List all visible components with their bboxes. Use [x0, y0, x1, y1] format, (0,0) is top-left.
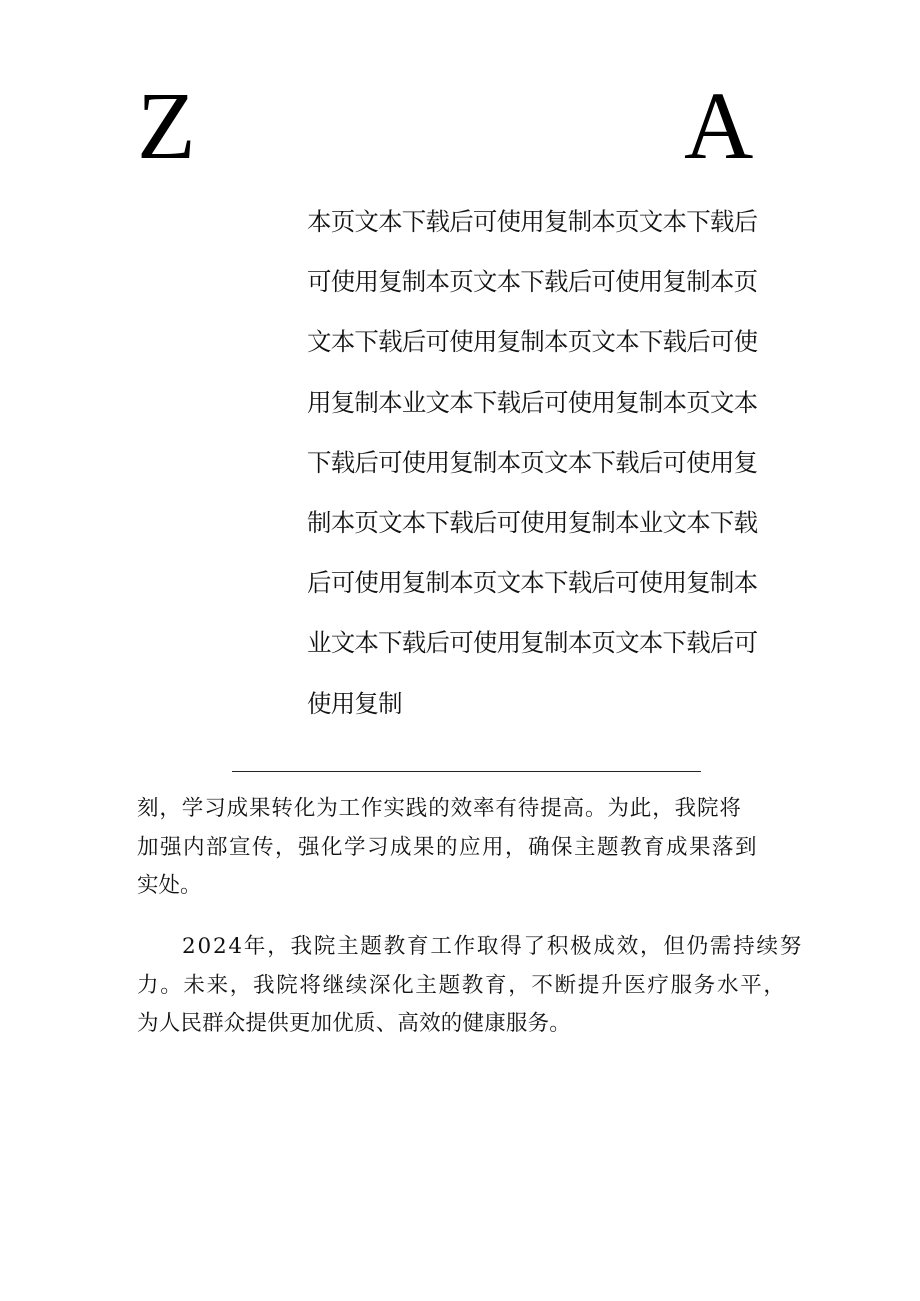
paragraph-line: 为人民群众提供更加优质、高效的健康服务。	[137, 1011, 572, 1036]
paragraph-line: 加强内部宣传，强化学习成果的应用，确保主题教育成果落到	[137, 834, 759, 860]
placeholder-text-block	[307, 192, 797, 734]
placeholder-line: 后可使用复制本页文本下载后可使用复制本	[307, 568, 758, 598]
body-paragraph	[137, 790, 797, 906]
placeholder-line: 下载后可使用复制本页文本下载后可使用复	[307, 447, 758, 477]
placeholder-line: 用复制本业文本下载后可使用复制本页文本	[307, 387, 758, 417]
header-letter-z: Z	[137, 72, 196, 179]
header-letter-a: A	[684, 72, 754, 179]
paragraph-line: 2024年，我院主题教育工作取得了积极成效，但仍需持续努	[182, 934, 804, 959]
placeholder-line: 可使用复制本页文本下载后可使用复制本页	[307, 267, 758, 297]
placeholder-line: 制本页文本下载后可使用复制本业文本下载	[307, 507, 758, 537]
placeholder-line: 业文本下载后可使用复制本页文本下载后可	[307, 628, 758, 658]
divider-line	[232, 771, 701, 772]
placeholder-line: 使用复制	[307, 688, 402, 718]
paragraph-line: 刻，学习成果转化为工作实践的效率有待提高。为此，我院将	[137, 796, 742, 821]
paragraph-line: 力。未来，我院将继续深化主题教育，不断提升医疗服务水平，	[137, 972, 787, 998]
placeholder-line: 本页文本下载后可使用复制本页文本下载后	[307, 207, 758, 236]
paragraph-line: 实处。	[137, 873, 202, 898]
placeholder-line: 文本下载后可使用复制本页文本下载后可使	[307, 327, 758, 357]
body-paragraph	[137, 928, 804, 1044]
